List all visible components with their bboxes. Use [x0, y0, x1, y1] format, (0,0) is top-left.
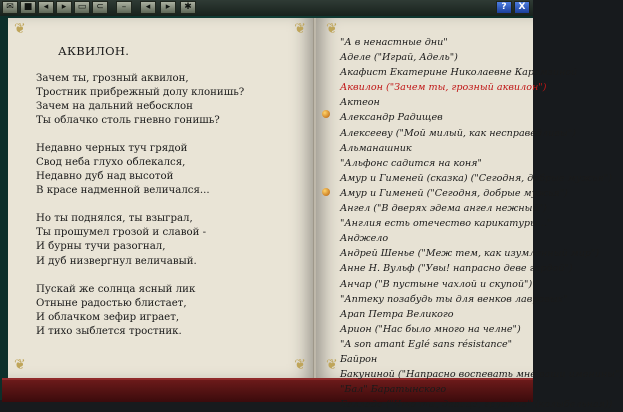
toc-item[interactable]: "A son amant Eglé sans résistance"	[340, 338, 513, 350]
poem-line: Недавно дуб над высотой	[36, 171, 174, 183]
poem-line: Пускай же солнца ясный лик	[36, 283, 196, 295]
poem-line: Отныне радостью блистает,	[36, 297, 187, 309]
toc-item[interactable]: Акафист Екатерине Николаевне Карамзиной	[340, 67, 578, 79]
poem-body	[36, 72, 286, 339]
poem-line: Ты облачко столь гневно гонишь?	[36, 115, 220, 127]
toc-item[interactable]: Анне Н. Вульф ("Увы! напрасно деве гордой")	[340, 263, 573, 275]
stop-icon[interactable]: ■	[20, 1, 36, 14]
toc-item[interactable]: Арап Петра Великого	[340, 308, 454, 320]
poem-title: АКВИЛОН.	[58, 44, 130, 58]
toc-item[interactable]: Баллада ("Что ты, девица, грустна" (колыбельная))	[340, 399, 613, 411]
toc-item[interactable]: "Англия есть отечество карикатуры..."	[340, 218, 552, 230]
poem-line: Тростник прибрежный долу клонишь?	[36, 87, 245, 99]
envelope-icon[interactable]: ✉	[2, 1, 18, 14]
forward-nav-icon[interactable]: ▸	[160, 1, 176, 14]
toc-item[interactable]: Актеон	[340, 97, 380, 109]
poem-line: Ты прошумел грозой и славой -	[36, 227, 207, 239]
toc-item[interactable]: Алексееву ("Мой милый, как несправедливы")	[340, 127, 576, 139]
toc-item[interactable]: "Аптеку позабудь ты для венков лавровых"	[340, 293, 568, 305]
toc-item[interactable]: Аделе ("Играй, Адель")	[340, 52, 458, 64]
back-icon[interactable]: ◂	[38, 1, 54, 14]
link-icon[interactable]: ⊂	[92, 1, 108, 14]
window-icon[interactable]: ▭	[74, 1, 90, 14]
poem-line: В красе надменной величался...	[36, 185, 210, 197]
toc-item-active[interactable]: Аквилон ("Зачем ты, грозный аквилон")	[340, 82, 547, 94]
poem-line: Зачем ты, грозный аквилон,	[36, 73, 189, 84]
toolbar	[0, 0, 533, 16]
corner-ornament-icon: ❦	[294, 21, 306, 37]
toc-item[interactable]: Андрей Шенье ("Меж тем, как изумленный мир")	[340, 248, 600, 260]
toc-item[interactable]: Арион ("Нас было много на челне")	[340, 323, 521, 335]
toc-item[interactable]: Александр Радищев	[340, 112, 443, 124]
poem-line: И бурны тучи разогнал,	[36, 241, 166, 253]
corner-ornament-icon: ❦	[326, 357, 338, 373]
poem-line: И дуб низвергнул величавый.	[36, 255, 197, 267]
poem-line: Свод неба глухо облекался,	[36, 157, 186, 169]
toc-item[interactable]: "Бал" Баратынского	[340, 384, 447, 396]
toc-list	[340, 35, 623, 412]
poem-line: И тихо зыблется тростник.	[36, 325, 182, 337]
poem-line: И облачком зефир играет,	[36, 311, 180, 323]
corner-ornament-icon: ❦	[326, 21, 338, 37]
help-button[interactable]: ?	[496, 1, 512, 14]
poem-line: Зачем на дальний небосклон	[36, 101, 193, 113]
toc-item[interactable]: Амур и Гименей ("Сегодня, добрые мужья")	[340, 187, 568, 199]
toc-item[interactable]: "Альфонс садится на коня"	[340, 157, 482, 169]
poem-line: Но ты поднялся, ты взыграл,	[36, 213, 193, 225]
corner-ornament-icon: ❦	[14, 357, 26, 373]
bookmark-gem-icon	[322, 110, 330, 118]
toc-item[interactable]: Альманашник	[340, 142, 412, 154]
poem-line: Недавно черных туч грядой	[36, 143, 188, 155]
bookmark-gem-icon	[322, 188, 330, 196]
toc-item[interactable]: Байрон	[340, 353, 378, 365]
toc-item[interactable]: Анчар ("В пустыне чахлой и скупой")	[340, 278, 533, 290]
minus-icon[interactable]: –	[116, 1, 132, 14]
back-nav-icon[interactable]: ◂	[140, 1, 156, 14]
settings-icon[interactable]: ✱	[180, 1, 196, 14]
toc-item[interactable]: Бакуниной ("Напрасно воспевать мне ваши именины")	[340, 369, 623, 381]
close-button[interactable]: X	[514, 1, 530, 14]
corner-ornament-icon: ❦	[294, 357, 306, 373]
toc-item[interactable]: Анджело	[340, 233, 389, 245]
toc-item[interactable]: Амур и Гименей (сказка) ("Сегодня, добрые мужья")	[340, 172, 612, 184]
toc-item[interactable]: Ангел ("В дверях эдема ангел нежный")	[340, 203, 547, 215]
forward-icon[interactable]: ▸	[56, 1, 72, 14]
toc-item[interactable]: "А в ненастные дни"	[340, 37, 448, 48]
corner-ornament-icon: ❦	[14, 21, 26, 37]
